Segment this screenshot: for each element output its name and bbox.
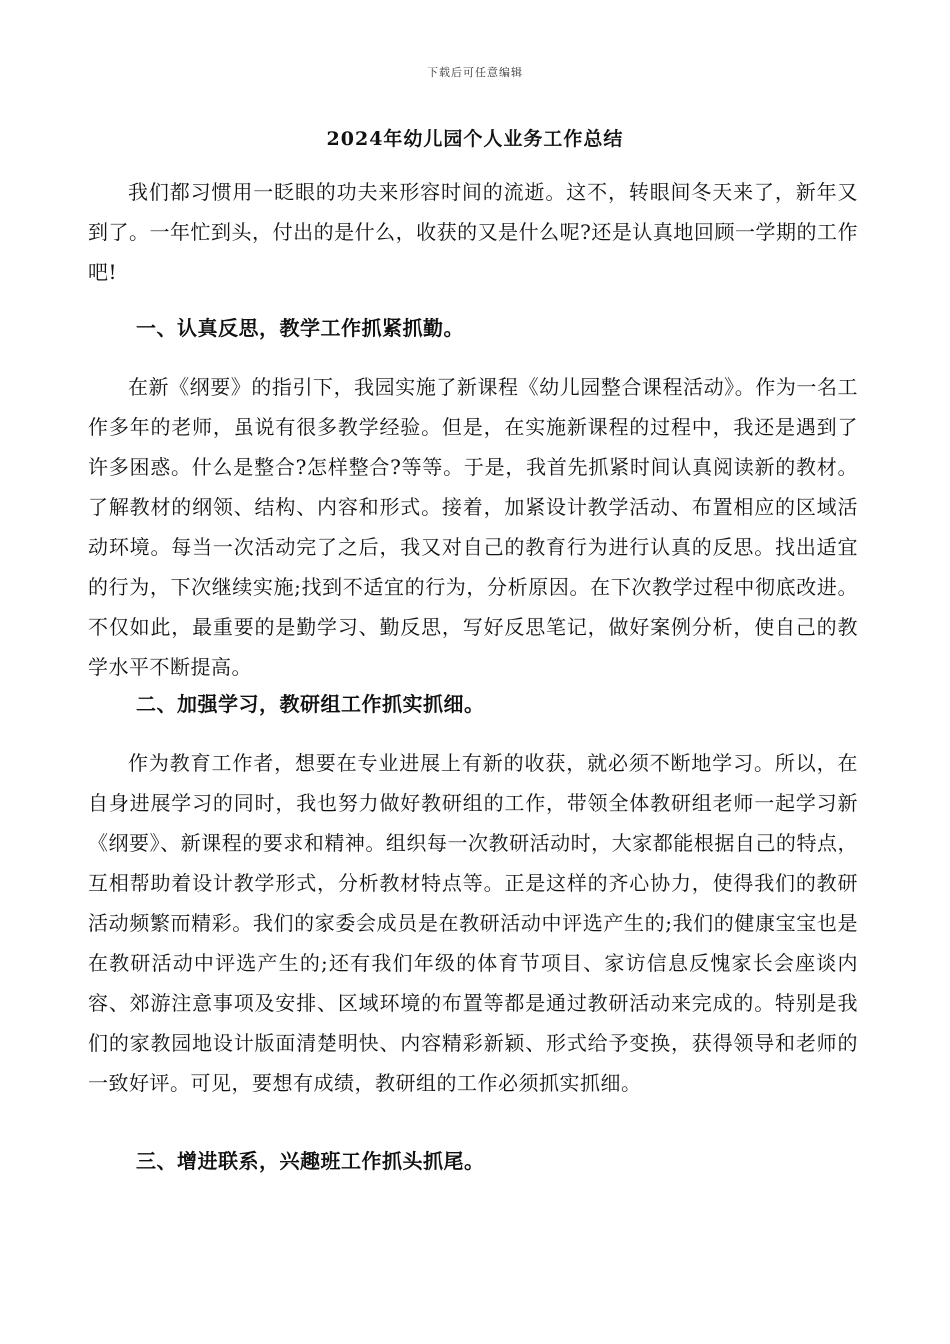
header-note: 下载后可任意编辑 bbox=[427, 66, 523, 79]
section-heading-1: 一、认真反思，教学工作抓紧抓勤。 bbox=[136, 316, 464, 340]
section-paragraph-1: 在新《纲要》的指引下，我园实施了新课程《幼儿园整合课程活动》。作为一名工作多年的老师，虽说有很多教学经验。但是，在实施新课程的过程中，我还是遇到了许多困惑。什么是整合?怎样整合?等等。于是，我首先抓紧时间认真阅读新的教材。了解教材的纲领、结构、内容和形式。接着，加紧设计教学活动、布置相应的区域活动环境。每当一次活动完了之后，我又对自己的教育行为进行认真的反思。找出适宜的行为，下次继续实施;找到不适宜的行为，分析原因。在下次教学过程中彻底改进。不仅如此，最重要的是勤学习、勤反思，写好反思笔记，做好案例分析，使自己的教学水平不断提高。 bbox=[88, 375, 858, 679]
section-heading-2: 二、加强学习，教研组工作抓实抓细。 bbox=[136, 692, 485, 716]
section-heading-3: 三、增进联系，兴趣班工作抓头抓尾。 bbox=[136, 1149, 485, 1173]
document-title: 2024年幼儿园个人业务工作总结 bbox=[326, 128, 624, 150]
section-paragraph-2: 作为教育工作者，想要在专业进展上有新的收获，就必须不断地学习。所以，在自身进展学习的同时，我也努力做好教研组的工作，带领全体教研组老师一起学习新《纲要》、新课程的要求和精神。组织每一次教研活动时，大家都能根据自己的特点，互相帮助着设计教学形式，分析教材特点等。正是这样的齐心协力，使得我们的教研活动频繁而精彩。我们的家委会成员是在教研活动中评选产生的;我们的健康宝宝也是在教研活动中评选产生的;还有我们年级的体育节项目、家访信息反愧家长会座谈内容、郊游注意事项及安排、区域环境的布置等都是通过教研活动来完成的。特别是我们的家教园地设计版面清楚明快、内容精彩新颖、形式给予变换，获得领导和老师的一致好评。可见，要想有成绩，教研组的工作必须抓实抓细。 bbox=[88, 751, 858, 1095]
intro-paragraph: 我们都习惯用一眨眼的功夫来形容时间的流逝。这不，转眼间冬天来了，新年又到了。一年忙到头，付出的是什么，收获的又是什么呢?还是认真地回顾一学期的工作吧! bbox=[88, 180, 858, 284]
